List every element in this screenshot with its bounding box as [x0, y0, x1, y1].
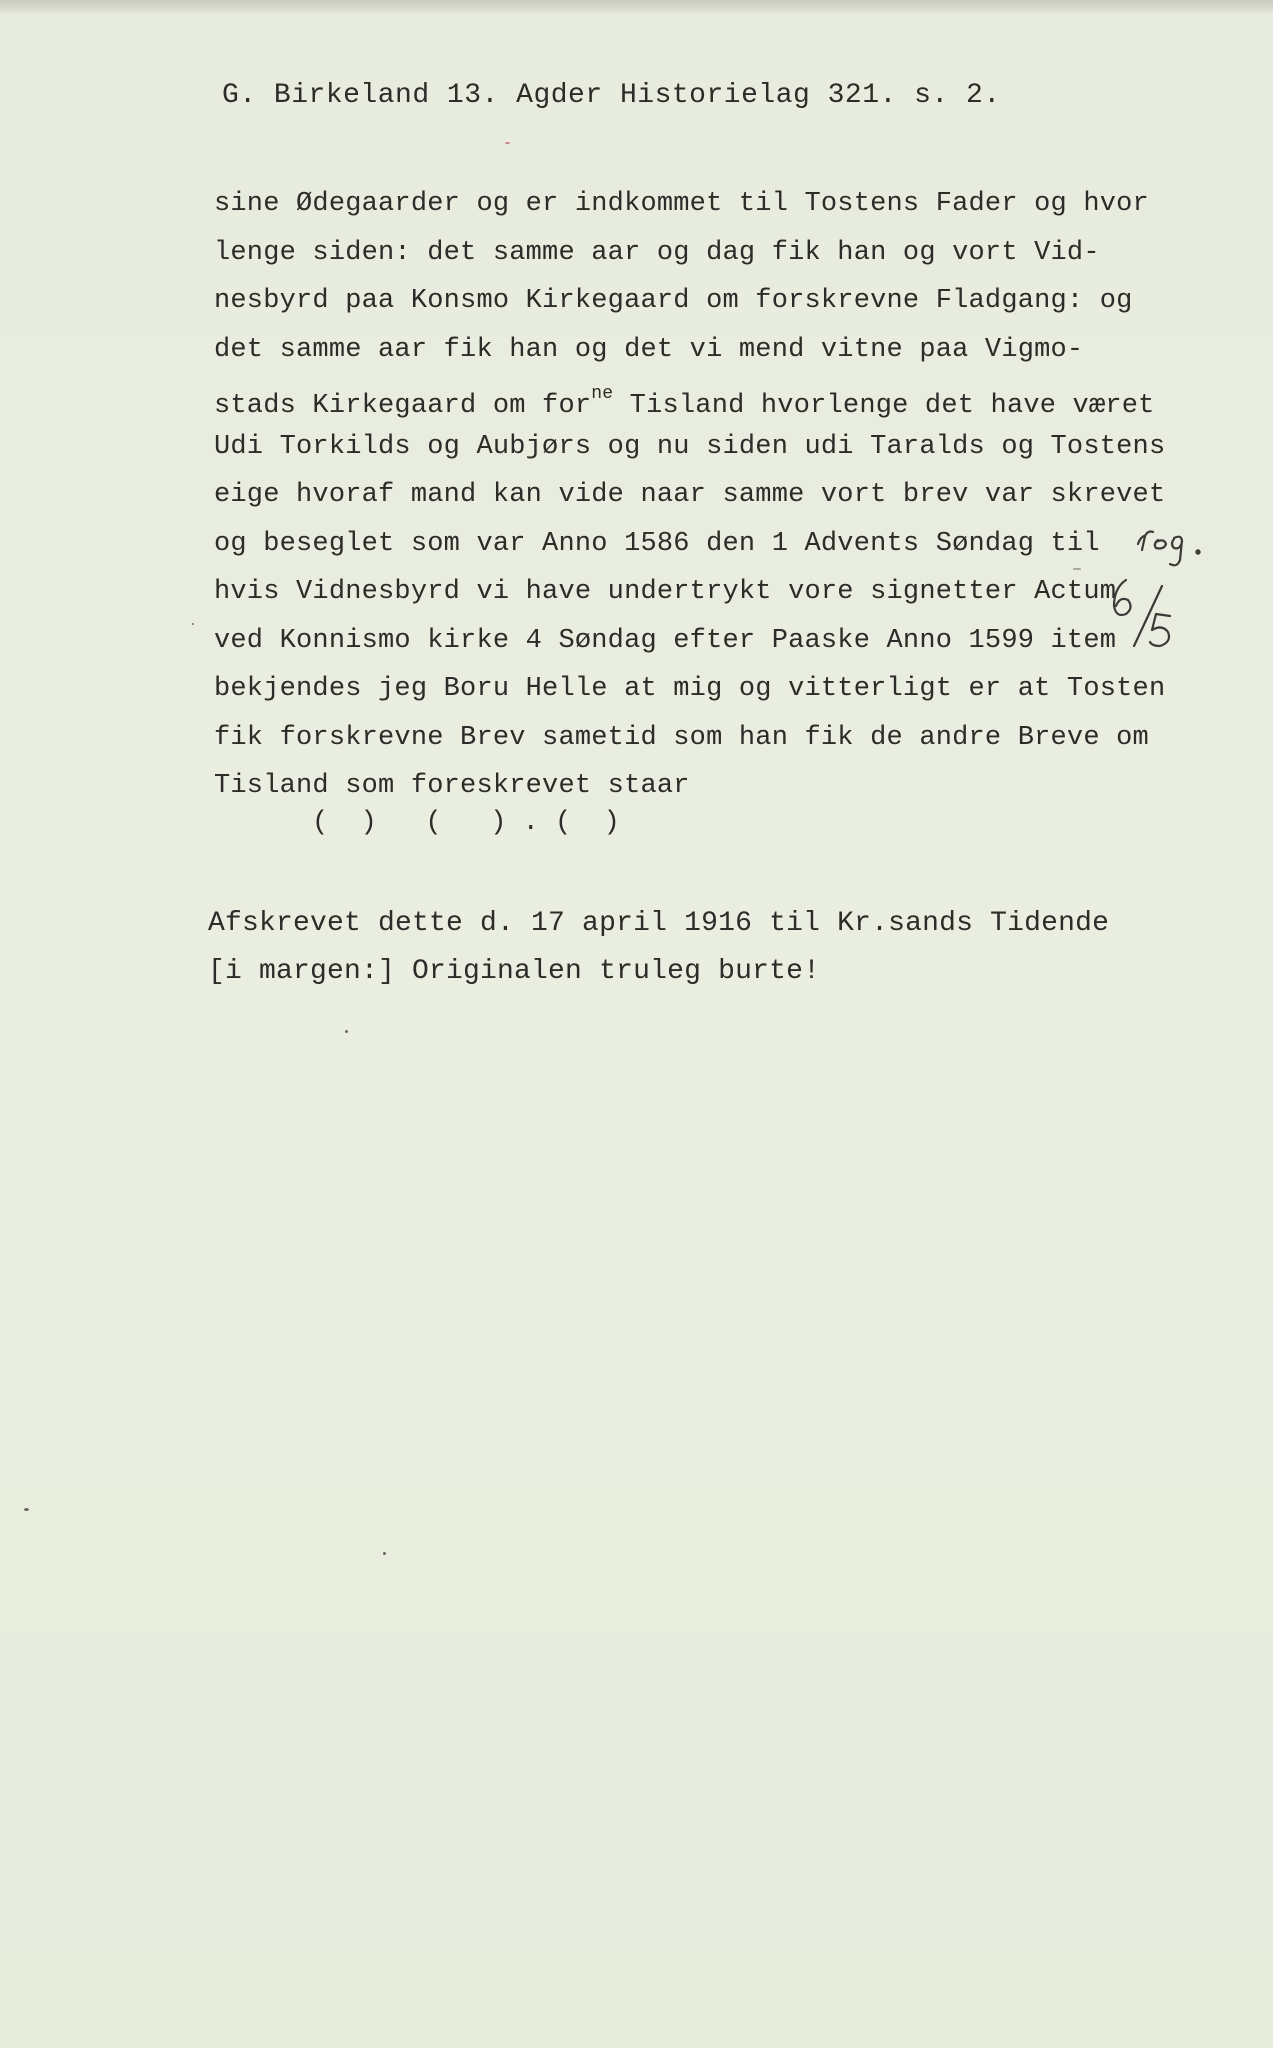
body-line	[214, 374, 1155, 423]
seal-placeholders: ( ) ( ) . ( )	[312, 808, 620, 838]
note-line: Afskrevet dette d. 17 april 1916 til Kr.sands Tidende	[208, 908, 1110, 939]
body-line: det samme aar fik han og det vi mend vitne paa Vigmo-	[214, 334, 1084, 365]
scan-speck	[1073, 568, 1081, 570]
scan-speck	[383, 1552, 386, 1555]
superscript-abbreviation: ne	[591, 384, 614, 404]
note-line: [i margen:] Originalen truleg burte!	[208, 956, 821, 987]
handwritten-margin-note	[1098, 520, 1208, 660]
document-header: G. Birkeland 13. Agder Historielag 321. s. 2.	[222, 80, 1001, 111]
scan-speck	[24, 1508, 29, 1511]
body-line: bekjendes jeg Boru Helle at mig og vitterligt er at Tosten	[214, 674, 1166, 704]
body-line: hvis Vidnesbyrd vi have undertrykt vore signetter Actum	[214, 577, 1117, 607]
body-line: lenge siden: det samme aar og dag fik han og vort Vid-	[214, 237, 1100, 268]
scan-speck	[505, 142, 510, 144]
body-line: Udi Torkilds og Aubjørs og nu siden udi Taralds og Tostens	[214, 431, 1166, 462]
body-line: sine Ødegaarder og er indkommet til Tostens Fader og hvor	[214, 189, 1149, 219]
body-line: Tisland som foreskrevet staar	[214, 771, 690, 801]
body-line: og beseglet som var Anno 1586 den 1 Advents Søndag til	[214, 528, 1100, 559]
body-line: nesbyrd paa Konsmo Kirkegaard om forskrevne Fladgang: og	[214, 286, 1133, 316]
scan-speck	[192, 623, 194, 625]
body-line: eige hvoraf mand kan vide naar samme vort brev var skrevet	[214, 480, 1166, 510]
body-line-rest: Tisland hvorlenge det have været	[613, 391, 1155, 421]
body-line-start: stads Kirkegaard om for	[214, 391, 592, 421]
transcription-note	[208, 900, 1109, 996]
body-line: fik forskrevne Brev sametid som han fik de andre Breve om	[214, 722, 1149, 753]
body-line: ved Konnismo kirke 4 Søndag efter Paaske Anno 1599 item	[214, 625, 1117, 656]
scan-top-edge	[0, 0, 1273, 14]
scan-speck	[345, 1030, 348, 1033]
transcription-body	[214, 180, 1166, 811]
